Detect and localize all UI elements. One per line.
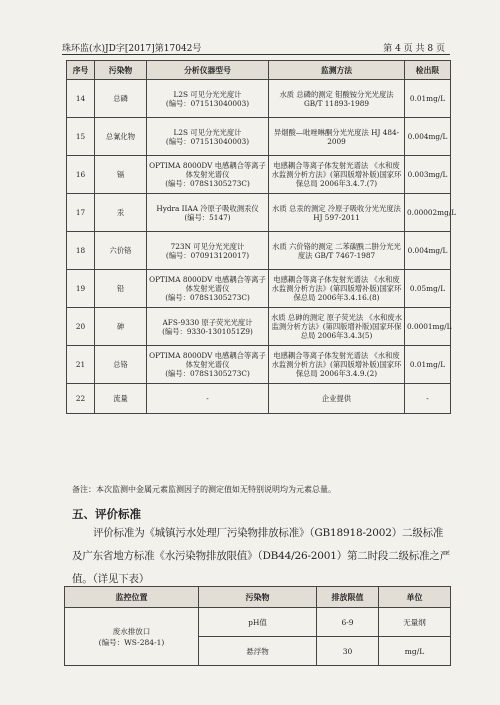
cell-detection-limit: 0.0001mg/L — [405, 308, 451, 346]
cell-index: 18 — [67, 232, 95, 270]
col-header-detection-limit: 检出限 — [405, 61, 451, 80]
table-row — [67, 384, 451, 414]
cell-instrument: - — [147, 384, 269, 414]
cell-pollutant: 镉 — [95, 156, 147, 194]
section-paragraph: 评价标准为《城镇污水处理厂污染物排放标准》（GB18918-2002）二级标准及广东省地方标准《水污染物排放限值》（DB44/26-2001）第二时段二级标准之严值。（详见下表） — [72, 527, 451, 585]
col-header-instrument: 分析仪器型号 — [147, 61, 269, 80]
cell-method: 水质 六价铬的测定 二苯碳酰二肼分光光度法 GB/T 7467-1987 — [269, 232, 405, 270]
cell-method: 水质 总磷的测定 钼酸铵分光光度法 GB/T 11893-1989 — [269, 80, 405, 118]
col-header-location: 监控位置 — [65, 587, 199, 608]
cell-index: 22 — [67, 384, 95, 414]
cell-pollutant: 汞 — [95, 194, 147, 232]
table-row — [67, 308, 451, 346]
cell-index: 17 — [67, 194, 95, 232]
cell-index: 16 — [67, 156, 95, 194]
cell-pollutant: 总铬 — [95, 346, 147, 384]
cell-unit: mg/L — [379, 637, 451, 666]
document-number: 珠环监(水)JD字[2017]第17042号 — [62, 44, 202, 54]
cell-unit: 无量纲 — [379, 608, 451, 637]
cell-limit: 30 — [317, 637, 379, 666]
header-rule — [62, 54, 450, 55]
section-title: 五、评价标准 — [72, 507, 141, 521]
cell-pollutant: 总氰化物 — [95, 118, 147, 156]
cell-method: 电感耦合等离子体发射光谱法 《水和废水监测分析方法》(第四版增补版)国家环保总局 2006年3.4.16.(8) — [269, 270, 405, 308]
monitoring-methods-table — [66, 60, 457, 414]
cell-detection-limit: 0.05mg/L — [405, 270, 451, 308]
col-header-index: 序号 — [67, 61, 95, 80]
cell-method: 电感耦合等离子体发射光谱法 《水和废水监测分析方法》(第四版增补版)国家环保总局 2006年3.4.9.(2) — [269, 346, 405, 384]
table-header-row — [67, 61, 451, 80]
cell-instrument: OPTIMA 8000DV 电感耦合等离子体发射光谱仪 (编号：078S1305273C) — [147, 156, 269, 194]
cell-method: 水质 总砷的测定 原子荧光法 《水和废水监测分析方法》(第四版增补版)国家环保总局 2006年3.4.3(5) — [269, 308, 405, 346]
cell-pollutant: 铅 — [95, 270, 147, 308]
cell-pollutant: 流量 — [95, 384, 147, 414]
col-header-limit: 排放限值 — [317, 587, 379, 608]
cell-detection-limit: 0.01mg/L — [405, 346, 451, 384]
col-header-pollutant: 污染物 — [95, 61, 147, 80]
cell-instrument: L2S 可见分光光度计 (编号：071513040003) — [147, 118, 269, 156]
cell-method: 电感耦合等离子体发射光谱法 《水和废水监测分析方法》(第四版增补版)国家环保总局 2006年3.4.7.(7) — [269, 156, 405, 194]
cell-detection-limit: 0.00002mg/L — [405, 194, 451, 232]
col-header-unit: 单位 — [379, 587, 451, 608]
cell-instrument: 723N 可见分光光度计 (编号：070913120017) — [147, 232, 269, 270]
cell-method: 异烟酸—吡唑啉酮分光光度法 HJ 484-2009 — [269, 118, 405, 156]
cell-instrument: AFS-9330 原子荧光光度计 (编号：9330-1301051Z9) — [147, 308, 269, 346]
cell-index: 15 — [67, 118, 95, 156]
cell-pollutant: 悬浮物 — [199, 637, 317, 666]
col-header-pollutant: 污染物 — [199, 587, 317, 608]
cell-limit: 6-9 — [317, 608, 379, 637]
cell-pollutant: pH值 — [199, 608, 317, 637]
cell-instrument: OPTIMA 8000DV 电感耦合等离子体发射光谱仪 (编号：078S1305273C) — [147, 346, 269, 384]
table-row — [67, 80, 451, 118]
table-header-row — [65, 587, 451, 608]
table-row — [67, 194, 451, 232]
cell-index: 19 — [67, 270, 95, 308]
cell-detection-limit: 0.004mg/L — [405, 118, 451, 156]
col-header-method: 监测方法 — [269, 61, 405, 80]
cell-detection-limit: 0.004mg/L — [405, 232, 451, 270]
cell-instrument: L2S 可见分光光度计 (编号：071513040003) — [147, 80, 269, 118]
table-row — [67, 270, 451, 308]
table-row — [67, 118, 451, 156]
cell-method: 企业提供 — [269, 384, 405, 414]
cell-location: 废水排放口 (编号：WS-284-1) — [65, 608, 199, 666]
cell-pollutant: 砷 — [95, 308, 147, 346]
cell-index: 14 — [67, 80, 95, 118]
cell-index: 21 — [67, 346, 95, 384]
cell-detection-limit: 0.01mg/L — [405, 80, 451, 118]
table-row — [67, 346, 451, 384]
standards-table — [64, 586, 451, 666]
cell-pollutant: 总磷 — [95, 80, 147, 118]
cell-detection-limit: - — [405, 384, 451, 414]
cell-method: 水质 总汞的测定 冷原子吸收分光光度法 HJ 597-2011 — [269, 194, 405, 232]
cell-pollutant: 六价铬 — [95, 232, 147, 270]
cell-index: 20 — [67, 308, 95, 346]
table-row — [65, 608, 451, 637]
cell-instrument: Hydra IIAA 冷原子吸收测汞仪 (编号：5147) — [147, 194, 269, 232]
table-row — [67, 232, 451, 270]
page-indicator: 第 4 页 共 8 页 — [383, 44, 445, 54]
cell-instrument: OPTIMA 8000DV 电感耦合等离子体发射光谱仪 (编号：078S1305273C) — [147, 270, 269, 308]
table-row — [67, 156, 451, 194]
cell-detection-limit: 0.003mg/L — [405, 156, 451, 194]
table-note: 备注：本次监测中金属元素监测因子的测定值如无特别说明均为元素总量。 — [72, 485, 336, 494]
